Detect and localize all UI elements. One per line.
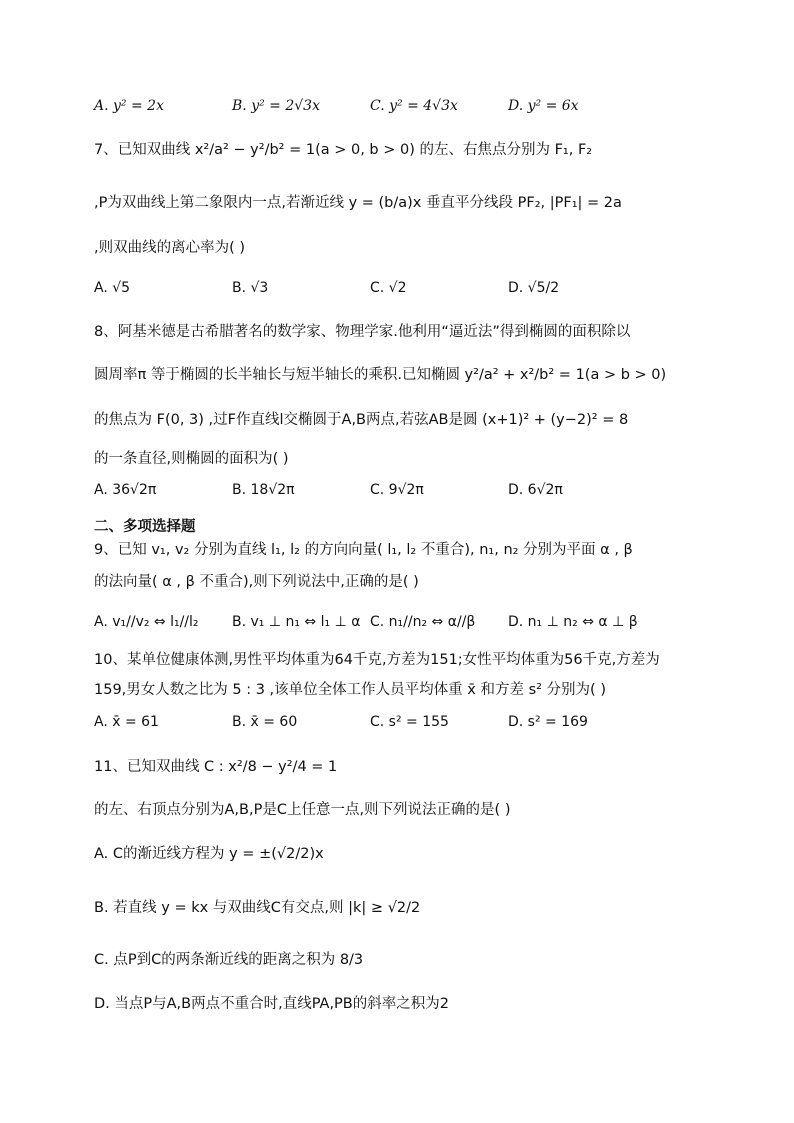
q6-option-b: B. y² = 2√3x [232,98,320,114]
q11-option-a: A. C的渐近线方程为 y = ±(√2/2)x [94,846,324,862]
q9-line1: 9、已知 v₁, v₂ 分别为直线 l₁, l₂ 的方向向量( l₁, l₂ 不重合), n₁, n₂ 分别为平面 α , β [94,542,633,558]
q10-line2: 159,男女人数之比为 5 : 3 ,该单位全体工作人员平均体重 x̄ 和方差 s² 分别为( ) [94,682,606,698]
q11-line1: 11、已知双曲线 C : x²/8 − y²/4 = 1 [94,759,338,775]
q9-line2: 的法向量( α , β 不重合),则下列说法中,正确的是( ) [94,574,419,590]
q9-option-d: D. n₁ ⊥ n₂ ⇔ α ⊥ β [508,614,638,630]
q10-option-b: B. x̄ = 60 [232,714,298,730]
q11-line2: 的左、右顶点分别为A,B,P是C上任意一点,则下列说法正确的是( ) [94,802,511,818]
q8-line4: 的一条直径,则椭圆的面积为( ) [94,451,289,467]
q10-option-a: A. x̄ = 61 [94,714,159,730]
q7-option-c: C. √2 [370,280,407,296]
q11-option-c: C. 点P到C的两条渐近线的距离之积为 8/3 [94,952,364,968]
q7-option-a: A. √5 [94,280,131,296]
q8-option-b: B. 18√2π [232,482,295,498]
q8-line1: 8、阿基米德是古希腊著名的数学家、物理学家.他利用“逼近法”得到椭圆的面积除以 [94,324,631,340]
q9-option-a: A. v₁//v₂ ⇔ l₁//l₂ [94,614,199,630]
section-title: 二、多项选择题 [94,519,196,535]
q9-option-c: C. n₁//n₂ ⇔ α//β [370,614,476,630]
q10-option-c: C. s² = 155 [370,714,449,730]
q6-option-d: D. y² = 6x [508,98,579,114]
q8-option-d: D. 6√2π [508,482,563,498]
q7-option-d: D. √5/2 [508,280,560,296]
q9-option-b: B. v₁ ⊥ n₁ ⇔ l₁ ⊥ α [232,614,361,630]
q8-option-a: A. 36√2π [94,482,157,498]
q10-option-d: D. s² = 169 [508,714,588,730]
q7-line2: ,P为双曲线上第二象限内一点,若渐近线 y = (b/a)x 垂直平分线段 PF₂, |PF₁| = 2a [94,195,622,211]
q7-line3: ,则双曲线的离心率为( ) [94,240,246,256]
q7-line1: 7、已知双曲线 x²/a² − y²/b² = 1(a > 0, b > 0) 的左、右焦点分别为 F₁, F₂ [94,142,593,158]
q8-line3: 的焦点为 F(0, 3) ,过F作直线l交椭圆于A,B两点,若弦AB是圆 (x+1)² + (y−2)² = 8 [94,412,629,428]
q11-option-d: D. 当点P与A,B两点不重合时,直线PA,PB的斜率之积为2 [94,996,449,1012]
q7-option-b: B. √3 [232,280,269,296]
q10-line1: 10、某单位健康体测,男性平均体重为64千克,方差为151;女性平均体重为56千克,方差为 [94,652,660,668]
q11-option-b: B. 若直线 y = kx 与双曲线C有交点,则 |k| ≥ √2/2 [94,900,421,916]
q8-option-c: C. 9√2π [370,482,424,498]
q6-option-a: A. y² = 2x [94,98,164,114]
q8-line2: 圆周率π 等于椭圆的长半轴长与短半轴长的乘积.已知椭圆 y²/a² + x²/b² = 1(a > b > 0) [94,367,667,383]
q6-option-c: C. y² = 4√3x [370,98,458,114]
